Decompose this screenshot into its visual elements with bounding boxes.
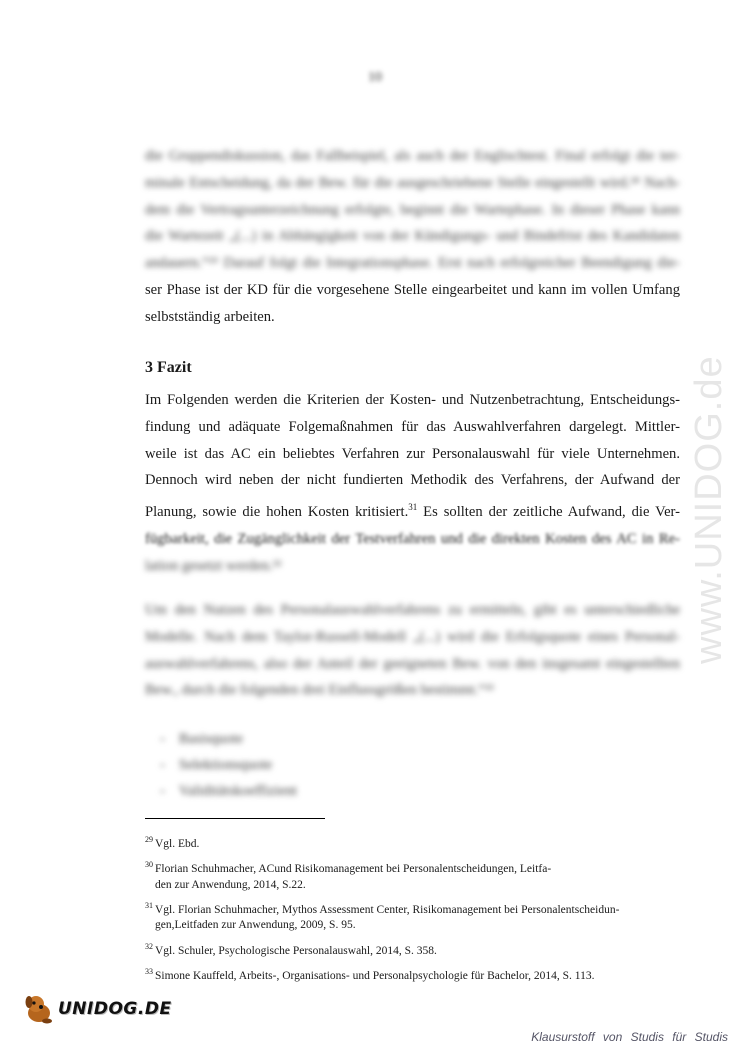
footnote-ref: 31	[408, 502, 418, 513]
footer-tagline: Klausurstoff von Studis für Studis	[531, 1030, 728, 1044]
text-line-blurred: Um den Nutzen des Personalauswahlverfahrens zu ermitteln, gibt es unterschiedliche	[145, 602, 680, 618]
text-line	[145, 494, 680, 526]
footnote-number: 29	[145, 835, 153, 844]
footnote-number: 31	[145, 901, 153, 911]
text-line: Im Folgenden werden die Kriterien der Kosten- und Nutzenbetrachtung, Entscheidungs-	[145, 392, 680, 408]
footnote-text: Simone Kauffeld, Arbeits-, Organisations- und Personalpsychologie für Bachelor, 2014, S. 113.	[155, 970, 595, 983]
footnote-number: 30	[145, 860, 153, 870]
footnote-text: Vgl. Ebd.	[155, 837, 200, 850]
bullet-marker: -	[160, 783, 165, 799]
text-line: ser Phase ist der KD für die vorgesehene Stelle eingearbeitet und kann im vollen Umfang	[145, 281, 680, 298]
footnote-text-continued: gen,Leitfaden zur Anwendung, 2009, S. 95.	[155, 919, 356, 932]
text-line-blurred: Bew., durch die folgenden drei Einflussgrößen bestimmt.“³³	[145, 682, 494, 699]
list-item	[160, 726, 297, 752]
footnote-text-continued: den zur Anwendung, 2014, S.22.	[155, 878, 306, 891]
footnote-divider	[145, 818, 325, 819]
logo-text: UNIDOG.DE	[58, 999, 172, 1019]
list-item-text: Selektionsquote	[178, 757, 273, 773]
text-line: selbstständig arbeiten.	[145, 308, 275, 325]
footnote-number: 33	[145, 967, 153, 977]
dog-icon	[22, 993, 56, 1025]
text-line-blurred: auswahlverfahrens, also der Anteil der geeigneten Bew. von den insgesamt eingestellten	[145, 655, 680, 672]
section-heading: 3 Fazit	[145, 359, 192, 376]
footnote-text: Florian Schuhmacher, ACund Risikomanagement bei Personalentscheidungen, Leitfa-	[155, 863, 552, 876]
text-fragment: Planung, sowie die hohen Kosten kritisiert.	[145, 504, 409, 521]
footnote-text: Vgl. Schuler, Psychologische Personalauswahl, 2014, S. 358.	[155, 944, 437, 957]
footnote-number: 32	[145, 941, 153, 951]
footnote	[145, 832, 685, 852]
text-line-blurred: lation gesetzt werden.³²	[145, 557, 282, 574]
bullet-list	[160, 726, 297, 804]
footnote	[145, 898, 685, 934]
text-line-blurred: die Wartezeit „(...) in Abhängigkeit von der Kündigungs- und Bindefrist des Kandidaten	[145, 228, 680, 245]
text-fragment: Es sollten der zeitliche Aufwand, die Ver-	[417, 504, 680, 521]
list-item-text: Basisquote	[178, 731, 243, 747]
text-line-blurred: die Gruppendiskussion, das Fallbeispiel, als auch der Englischtest. Final erfolgt die ter-	[145, 148, 680, 164]
text-line: findung und adäquate Folgemaßnahmen für das Auswahlverfahren dargelegt. Mittler-	[145, 418, 680, 435]
text-line-blurred: dem die Vertragsunterzeichnung erfolgte, beginnt die Wartephase. In dieser Phase kann	[145, 201, 680, 218]
text-line: Dennoch wird neben der nicht fundierten Methodik des Verfahrens, der Aufwand der	[145, 472, 680, 489]
watermark: www.UNIDOG.de	[688, 355, 730, 665]
text-line-partially-blurred: fügbarkeit, die Zugänglichkeit der Testverfahren und die direkten Kosten des AC in Re-	[145, 530, 680, 547]
list-item-text: Validitätskoeffizient	[178, 783, 297, 799]
page-number: 10	[368, 70, 382, 85]
list-item	[160, 778, 297, 804]
bullet-marker: -	[160, 731, 165, 747]
footnote	[145, 857, 685, 893]
text-line: weile ist das AC ein beliebtes Verfahren zur Personalauswahl für viele Unternehmen.	[145, 445, 680, 462]
unidog-logo[interactable]	[22, 993, 172, 1025]
paragraph-fazit	[145, 387, 680, 579]
list-item	[160, 752, 297, 778]
paragraph-taylor	[145, 597, 680, 704]
text-line-blurred: andauern.“²⁹ Darauf folgt die Integrationsphase. Erst nach erfolgreicher Beendigung die-	[145, 255, 680, 272]
text-line-blurred: Modelle. Nach dem Taylor-Russell-Modell „(...) wird die Erfolgsquote eines Personal-	[145, 628, 680, 645]
footnote	[145, 939, 685, 959]
text-line-blurred: minale Entscheidung, da der Bew. für die ausgeschriebene Stelle eingestellt wird.²⁸ Nach-	[145, 174, 680, 191]
paragraph-top	[145, 143, 680, 331]
bullet-marker: -	[160, 757, 165, 773]
footnote-text: Vgl. Florian Schuhmacher, Mythos Assessment Center, Risikomanagement bei Personalentscheidun-	[155, 903, 620, 916]
footnote	[145, 964, 685, 984]
footnotes	[145, 832, 685, 990]
